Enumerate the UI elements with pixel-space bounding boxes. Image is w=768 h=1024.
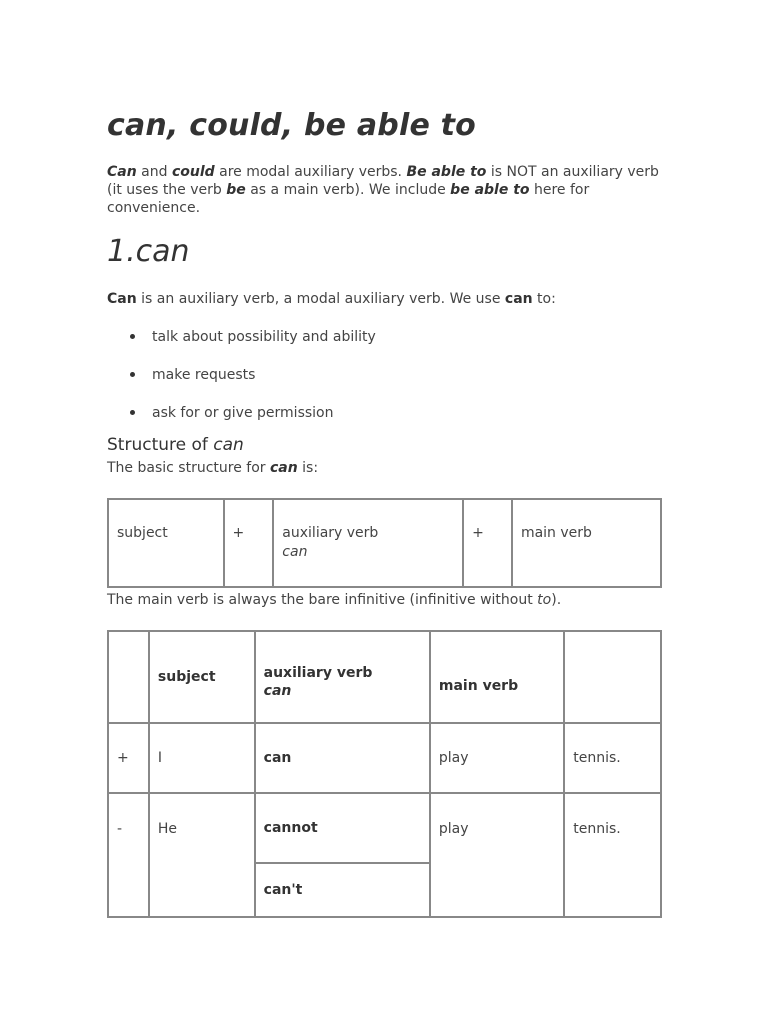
table-header-subject: subject: [149, 631, 255, 723]
table-cell: play: [430, 793, 564, 917]
intro-term-be-able-to: Be able to: [406, 164, 487, 180]
structure-cell-plus: +: [224, 499, 274, 587]
structure-cell-aux: auxiliary verb can: [273, 499, 463, 587]
list-item: talk about possibility and ability: [129, 320, 376, 358]
table-header-row: [108, 631, 661, 723]
table-cell: He: [149, 793, 255, 917]
section-heading: 1.can: [107, 234, 190, 269]
table-cell: tennis.: [564, 723, 661, 793]
page-title: can, could, be able to: [107, 108, 476, 143]
structure-cell-subject: subject: [108, 499, 224, 587]
basic-structure-text: The basic structure for can is:: [107, 460, 319, 476]
example-table: [107, 630, 662, 918]
intro-paragraph: Can and could are modal auxiliary verbs. Be able to is NOT an auxiliary verb (it uses the verb be as a main verb). We include be able to here for convenience.: [107, 164, 659, 216]
table-row: [108, 723, 661, 793]
intro-term-be-able-to-2: be able to: [450, 182, 530, 198]
table-header-main-verb: main verb: [430, 631, 564, 723]
intro-term-could: could: [171, 164, 215, 180]
list-item: ask for or give permission: [129, 396, 376, 434]
structure-heading: Structure of can: [107, 435, 244, 455]
table-cell: play: [430, 723, 564, 793]
intro-term-can: Can: [107, 164, 137, 180]
uses-paragraph: Can is an auxiliary verb, a modal auxiliary verb. We use can to:: [107, 291, 556, 307]
table-cell: tennis.: [564, 793, 661, 917]
structure-table: [107, 498, 662, 588]
table-header-cell: [108, 631, 149, 723]
table-cell: can't: [255, 863, 430, 917]
table-row: [108, 793, 661, 863]
list-item: make requests: [129, 358, 376, 396]
structure-cell-plus-2: +: [463, 499, 512, 587]
table-cell: cannot: [255, 793, 430, 863]
uses-list: [129, 320, 376, 434]
bare-infinitive-note: The main verb is always the bare infinitive (infinitive without to).: [107, 592, 562, 608]
structure-cell-main-verb: main verb: [512, 499, 661, 587]
table-cell: +: [108, 723, 149, 793]
table-cell: can: [255, 723, 430, 793]
table-cell: I: [149, 723, 255, 793]
table-header-cell: [564, 631, 661, 723]
table-cell: -: [108, 793, 149, 917]
table-header-aux: auxiliary verb can: [255, 631, 430, 723]
intro-term-be: be: [226, 182, 246, 198]
